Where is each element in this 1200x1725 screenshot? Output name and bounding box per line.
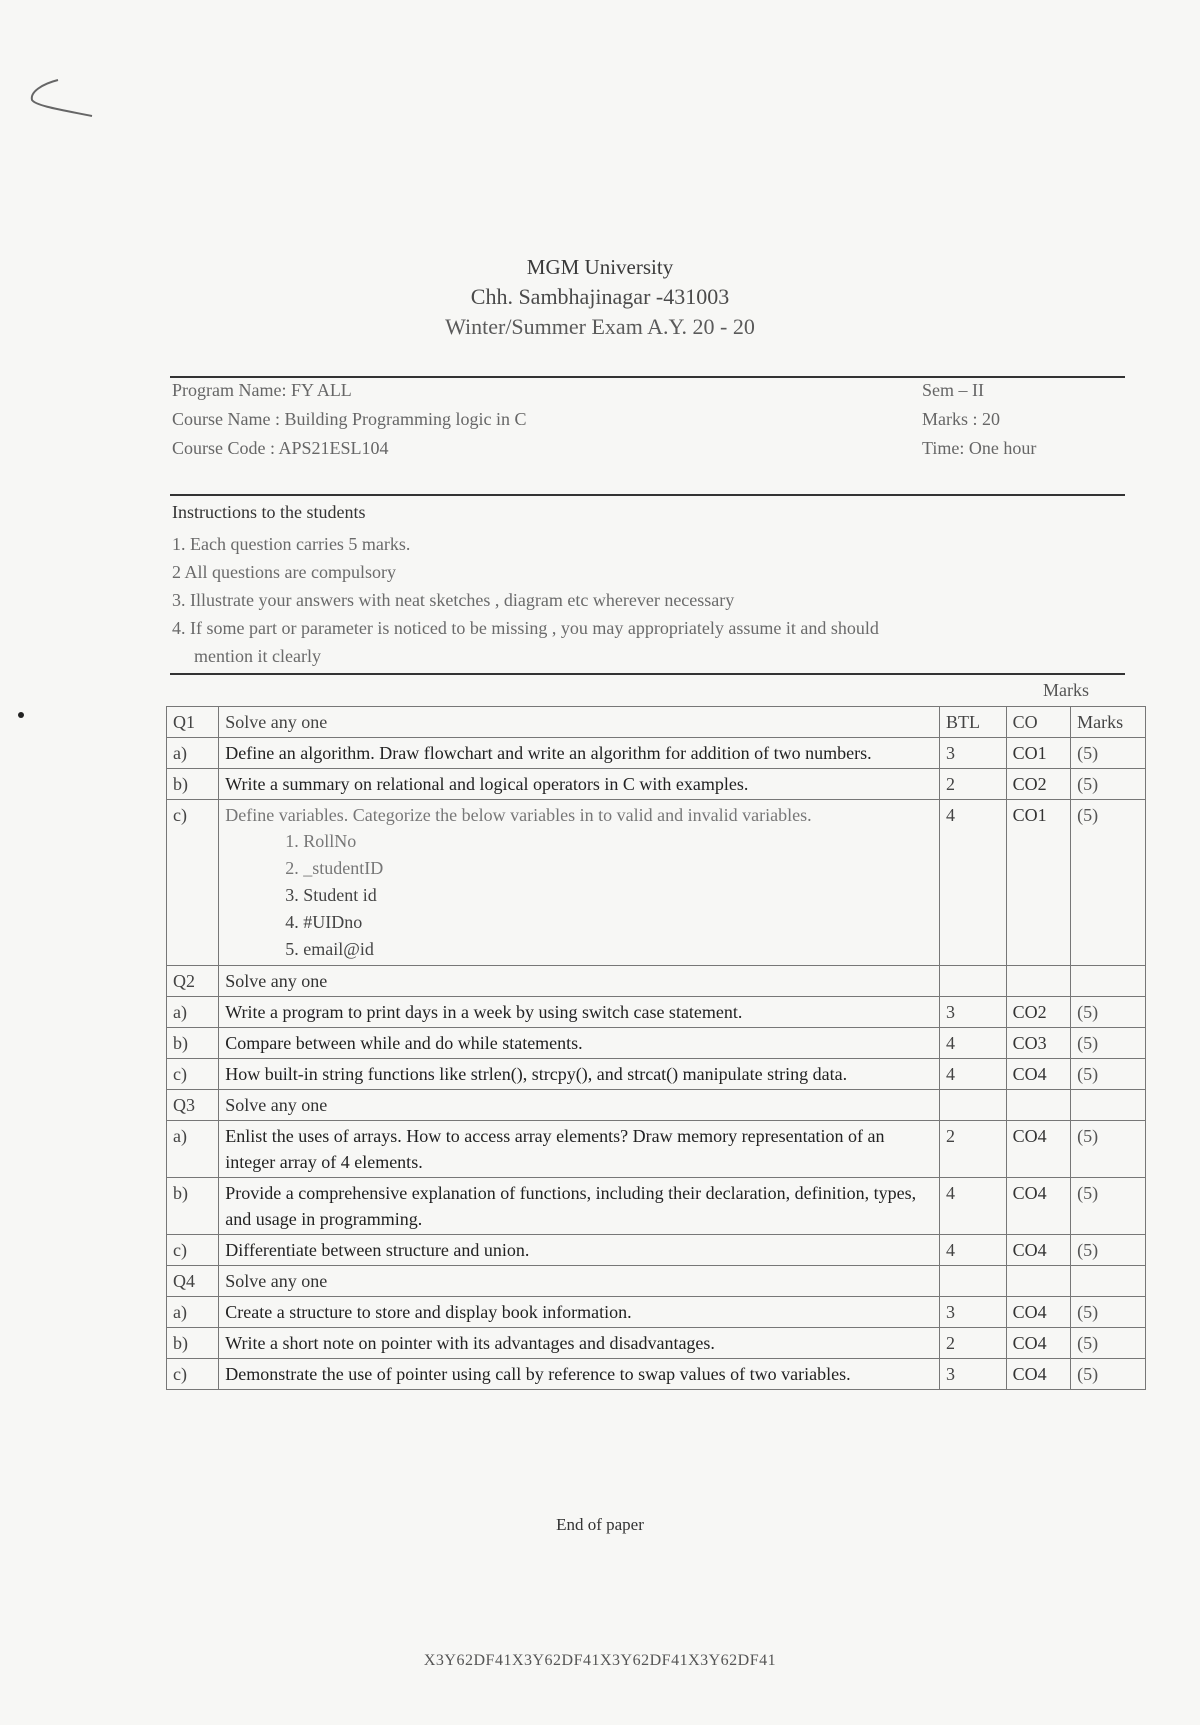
instruction-continuation: mention it clearly (194, 646, 321, 666)
course-info (172, 380, 1122, 467)
co-value: CO4 (1006, 1059, 1071, 1090)
table-row (167, 997, 1146, 1028)
divider-top (170, 376, 1125, 378)
question-table (166, 706, 1146, 1390)
question-text: Write a summary on relational and logical operators in C with examples. (219, 769, 940, 800)
section-instruction: Solve any one (219, 1090, 940, 1121)
btl-value: 4 (939, 1178, 1006, 1235)
exam-header (0, 252, 1200, 342)
instruction-item: 3. Illustrate your answers with neat sketches , diagram etc wherever necessary (172, 590, 735, 610)
variable-item: 3. Student id (285, 885, 377, 905)
sub-question-label: b) (167, 1028, 219, 1059)
co-value: CO2 (1006, 997, 1071, 1028)
btl-value: 3 (939, 997, 1006, 1028)
sub-question-label: c) (167, 1359, 219, 1390)
stray-dot (18, 712, 24, 718)
question-cell (219, 800, 940, 966)
end-of-paper: End of paper (556, 1515, 644, 1534)
question-number: Q2 (167, 966, 219, 997)
btl-value: 3 (939, 1297, 1006, 1328)
university-name: MGM University (526, 255, 674, 279)
question-text: Define an algorithm. Draw flowchart and write an algorithm for addition of two numbers. (219, 738, 940, 769)
co-value: CO4 (1006, 1328, 1071, 1359)
marks-value: (5) (1071, 800, 1146, 966)
co-value: CO2 (1006, 769, 1071, 800)
question-text: Provide a comprehensive explanation of functions, including their declaration, definition, types, and usage in programming. (219, 1178, 940, 1235)
divider-middle (170, 494, 1125, 496)
semester: Sem – II (922, 380, 984, 400)
co-header: CO (1006, 707, 1071, 738)
marks-header: Marks (1071, 707, 1146, 738)
btl-value: 2 (939, 1121, 1006, 1178)
marks-value: (5) (1071, 1059, 1146, 1090)
co-value: CO4 (1006, 1359, 1071, 1390)
section-instruction: Solve any one (219, 707, 940, 738)
btl-value: 4 (939, 800, 1006, 966)
btl-value: 4 (939, 1059, 1006, 1090)
section-instruction: Solve any one (219, 1266, 940, 1297)
co-value: CO4 (1006, 1235, 1071, 1266)
total-marks: Marks : 20 (922, 409, 1000, 429)
marks-value: (5) (1071, 1178, 1146, 1235)
instruction-item: 2 All questions are compulsory (172, 562, 396, 582)
marks-value: (5) (1071, 738, 1146, 769)
table-row (167, 1028, 1146, 1059)
section-instruction: Solve any one (219, 966, 940, 997)
sub-question-label: a) (167, 997, 219, 1028)
btl-value: 2 (939, 769, 1006, 800)
sub-question-label: c) (167, 800, 219, 966)
question-text: How built-in string functions like strlen(), strcpy(), and strcat() manipulate string data. (219, 1059, 940, 1090)
sub-question-label: c) (167, 1235, 219, 1266)
time-allowed: Time: One hour (922, 438, 1037, 458)
btl-value: 3 (939, 1359, 1006, 1390)
question-text: Define variables. Categorize the below variables in to valid and invalid variables. (225, 805, 812, 825)
co-value: CO4 (1006, 1178, 1071, 1235)
sub-question-label: b) (167, 1328, 219, 1359)
table-row (167, 1090, 1146, 1121)
marks-value: (5) (1071, 1028, 1146, 1059)
variable-item: 1. RollNo (285, 831, 357, 851)
course-code: Course Code : APS21ESL104 (172, 438, 389, 458)
co-value: CO1 (1006, 800, 1071, 966)
question-number: Q1 (167, 707, 219, 738)
table-row (167, 1359, 1146, 1390)
variable-item: 5. email@id (285, 939, 374, 959)
btl-value: 3 (939, 738, 1006, 769)
table-row (167, 707, 1146, 738)
table-row (167, 1121, 1146, 1178)
sub-question-label: b) (167, 769, 219, 800)
table-row (167, 738, 1146, 769)
marks-value: (5) (1071, 1121, 1146, 1178)
divider-bottom (170, 673, 1125, 675)
instructions-title: Instructions to the students (172, 502, 366, 522)
table-row (167, 1266, 1146, 1297)
paper-code: X3Y62DF41X3Y62DF41X3Y62DF41X3Y62DF41 (423, 1652, 777, 1669)
question-text: Enlist the uses of arrays. How to access array elements? Draw memory representation of an integer array of 4 elements. (219, 1121, 940, 1178)
program-name: Program Name: FY ALL (172, 380, 352, 400)
instruction-item: 4. If some part or parameter is noticed to be missing , you may appropriately assume it and should (172, 618, 879, 638)
co-value: CO4 (1006, 1297, 1071, 1328)
question-text: Write a short note on pointer with its advantages and disadvantages. (219, 1328, 940, 1359)
question-number: Q3 (167, 1090, 219, 1121)
course-name: Course Name : Building Programming logic in C (172, 409, 527, 429)
marks-value: (5) (1071, 1359, 1146, 1390)
question-text: Demonstrate the use of pointer using call by reference to swap values of two variables. (219, 1359, 940, 1390)
table-row (167, 1297, 1146, 1328)
marks-value: (5) (1071, 997, 1146, 1028)
instructions (172, 502, 1092, 670)
btl-header: BTL (939, 707, 1006, 738)
instruction-item: 1. Each question carries 5 marks. (172, 534, 411, 554)
co-value: CO4 (1006, 1121, 1071, 1178)
sub-question-label: a) (167, 1121, 219, 1178)
table-row (167, 800, 1146, 966)
variable-item: 2. _studentID (285, 858, 384, 878)
question-number: Q4 (167, 1266, 219, 1297)
sub-question-label: c) (167, 1059, 219, 1090)
university-city: Chh. Sambhajinagar -431003 (470, 284, 730, 309)
question-text: Compare between while and do while statements. (219, 1028, 940, 1059)
table-row (167, 1328, 1146, 1359)
variable-item: 4. #UIDno (285, 912, 363, 932)
table-row (167, 1059, 1146, 1090)
marks-value: (5) (1071, 769, 1146, 800)
table-row (167, 1178, 1146, 1235)
question-text: Write a program to print days in a week by using switch case statement. (219, 997, 940, 1028)
question-text: Create a structure to store and display book information. (219, 1297, 940, 1328)
table-row (167, 769, 1146, 800)
marks-label: Marks (1043, 680, 1089, 700)
question-text: Differentiate between structure and union. (219, 1235, 940, 1266)
sub-question-label: a) (167, 1297, 219, 1328)
sub-question-label: b) (167, 1178, 219, 1235)
pen-mark (22, 70, 102, 130)
marks-value: (5) (1071, 1297, 1146, 1328)
btl-value: 4 (939, 1028, 1006, 1059)
marks-value: (5) (1071, 1328, 1146, 1359)
table-row (167, 966, 1146, 997)
table-row (167, 1235, 1146, 1266)
co-value: CO1 (1006, 738, 1071, 769)
exam-title: Winter/Summer Exam A.Y. 20 - 20 (445, 314, 755, 339)
marks-value: (5) (1071, 1235, 1146, 1266)
co-value: CO3 (1006, 1028, 1071, 1059)
sub-question-label: a) (167, 738, 219, 769)
btl-value: 4 (939, 1235, 1006, 1266)
btl-value: 2 (939, 1328, 1006, 1359)
